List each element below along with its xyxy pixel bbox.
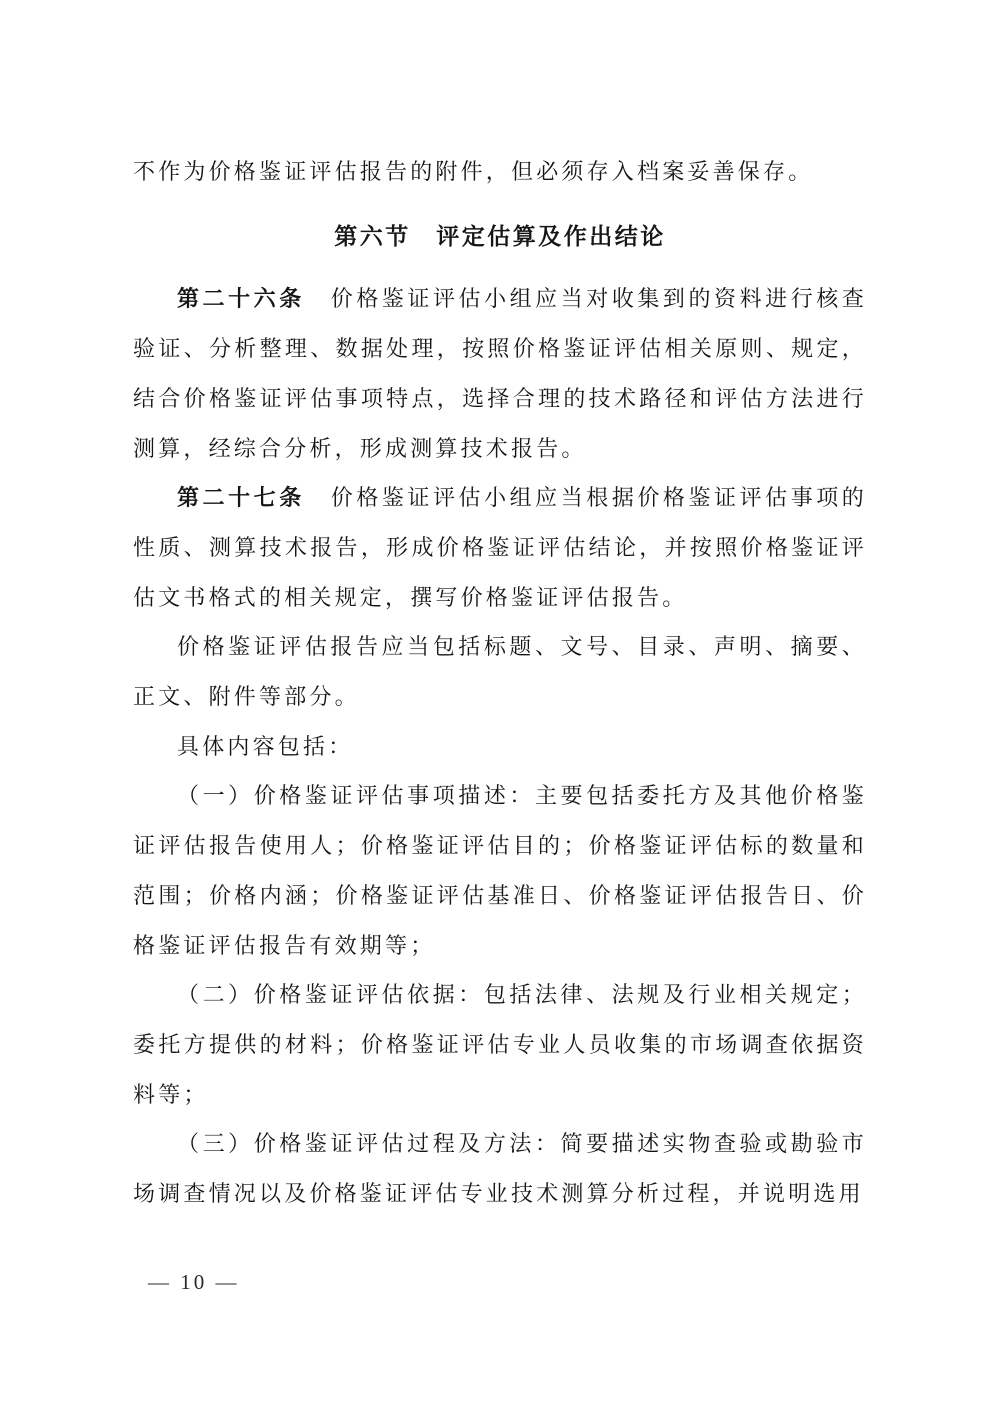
article-27-number: 第二十七条	[177, 485, 305, 511]
paragraph-item-1: （一）价格鉴证评估事项描述：主要包括委托方及其他价格鉴证评估报告使用人；价格鉴证评估目的；价格鉴证评估标的数量和范围；价格内涵；价格鉴证评估基准日、价格鉴证评估报告日、价格鉴证评估报告有效期等；	[133, 783, 867, 958]
page-number: — 10 —	[148, 1270, 240, 1294]
paragraph-contents-intro: 具体内容包括：	[177, 733, 354, 759]
paragraph-continuation: 不作为价格鉴证评估报告的附件，但必须存入档案妥善保存。	[133, 159, 814, 184]
article-26-number: 第二十六条	[177, 286, 305, 312]
article-26-paragraph	[133, 274, 867, 473]
article-27-paragraph	[133, 473, 867, 622]
section-heading: 第六节 评定估算及作出结论	[334, 223, 666, 249]
article-26-text: 价格鉴证评估小组应当对收集到的资料进行核查验证、分析整理、数据处理，按照价格鉴证评估相关原则、规定，结合价格鉴证评估事项特点，选择合理的技术路径和评估方法进行测算，经综合分析，形成测算技术报告。	[133, 286, 867, 461]
paragraph-item-3: （三）价格鉴证评估过程及方法：简要描述实物查验或勘验市场调查情况以及价格鉴证评估专业技术测算分析过程，并说明选用	[133, 1131, 867, 1207]
paragraph-item-2: （二）价格鉴证评估依据：包括法律、法规及行业相关规定；委托方提供的材料；价格鉴证评估专业人员收集的市场调查依据资料等；	[133, 982, 867, 1107]
article-27-text: 价格鉴证评估小组应当根据价格鉴证评估事项的性质、测算技术报告，形成价格鉴证评估结论，并按照价格鉴证评估文书格式的相关规定，撰写价格鉴证评估报告。	[133, 485, 867, 610]
paragraph-report-parts: 价格鉴证评估报告应当包括标题、文号、目录、声明、摘要、正文、附件等部分。	[133, 634, 867, 710]
document-body	[133, 147, 867, 1219]
